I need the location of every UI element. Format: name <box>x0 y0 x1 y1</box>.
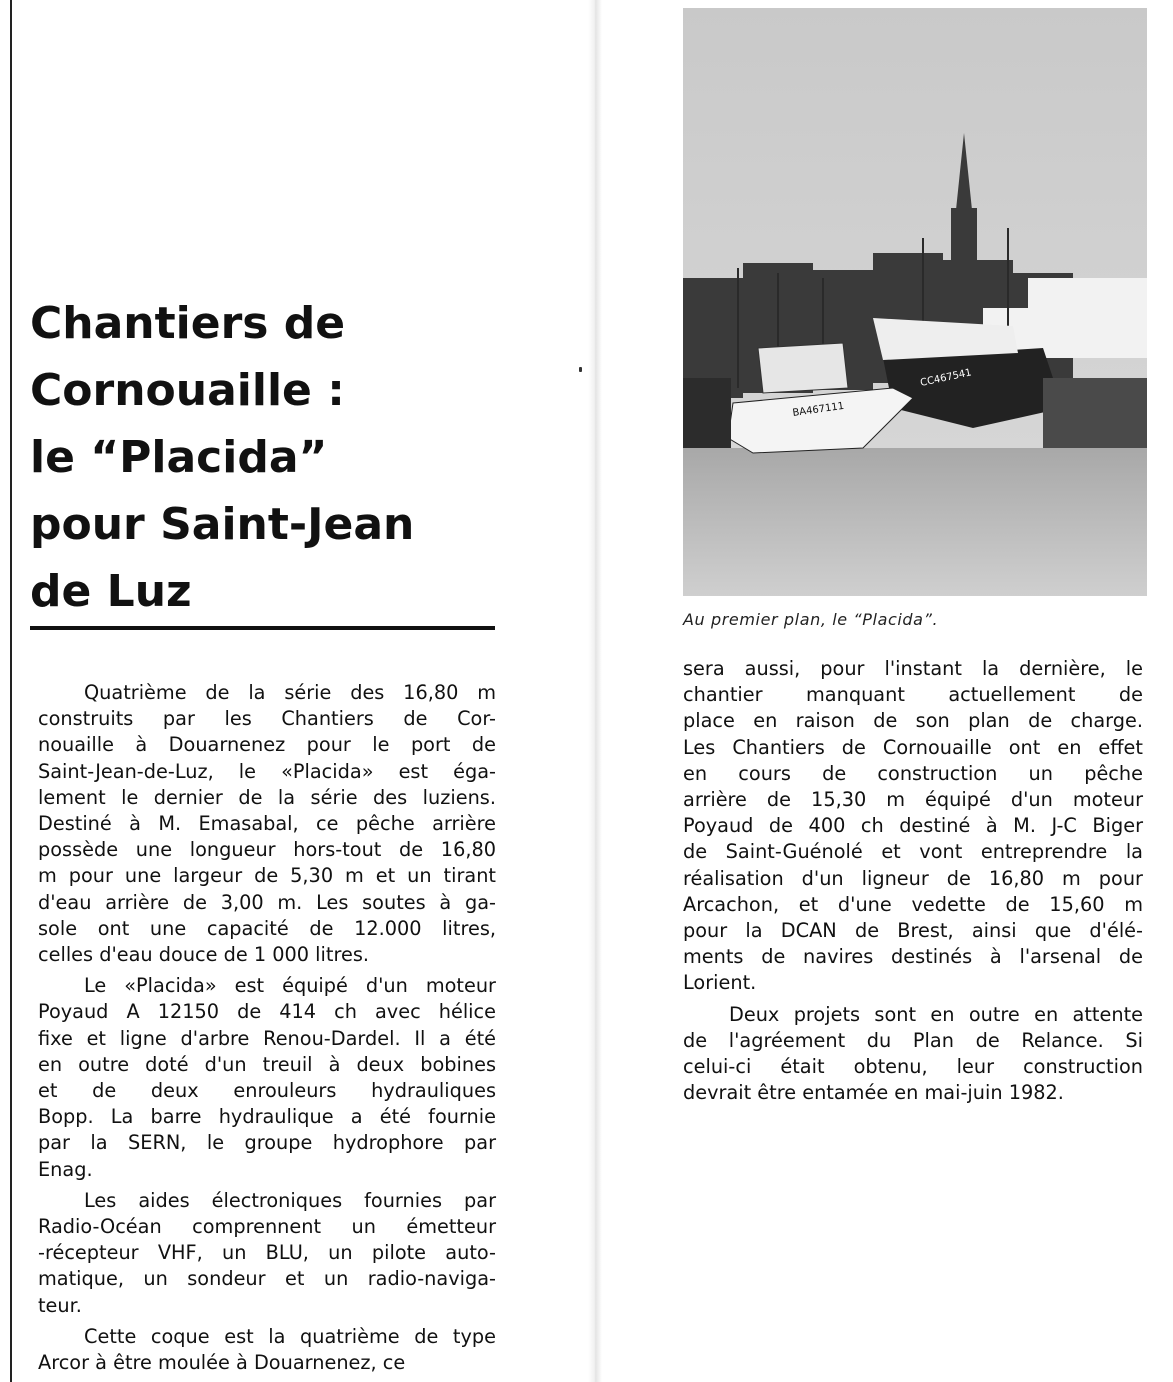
title-line: Chantiers de <box>30 298 346 349</box>
paragraph <box>38 1188 496 1319</box>
text-line: m pour une largeur de 5,30 m et un tirant <box>38 864 496 888</box>
text-line: Radio-Océan comprennent un émetteur <box>38 1215 496 1239</box>
text-line: arrière de 15,30 m équipé d'un moteur <box>683 788 1143 812</box>
text-line: possède une longueur hors-tout de 16,80 <box>38 838 496 862</box>
text-line: devrait être entamée en mai-juin 1982. <box>683 1081 1064 1105</box>
text-line: Deux projets sont en outre en attente <box>729 1002 1143 1026</box>
text-line: nouaille à Douarnenez pour le port de <box>38 733 496 757</box>
photo-caption: Au premier plan, le “Placida”. <box>683 610 939 629</box>
text-line: Quatrième de la série des 16,80 m <box>84 681 496 704</box>
paragraph <box>683 656 1143 997</box>
text-line: Lorient. <box>683 971 757 995</box>
text-line: lement le dernier de la série des luziens. <box>38 785 496 809</box>
text-line: Bopp. La barre hydraulique a été fournie <box>38 1105 496 1129</box>
text-line: matique, un sondeur et un radio-naviga- <box>38 1267 496 1291</box>
title-line: le “Placida” <box>30 432 328 483</box>
page-gutter <box>588 0 602 1382</box>
text-line: celui-ci était obtenu, leur construction <box>683 1055 1143 1079</box>
right-column <box>683 656 1143 1111</box>
paragraph <box>38 680 496 968</box>
text-line: Destiné à M. Emasabal, ce pêche arrière <box>38 812 496 836</box>
text-line: de l'agréement du Plan de Relance. Si <box>683 1028 1143 1052</box>
text-line: Les aides électroniques fournies par <box>84 1188 496 1212</box>
text-line: en cours de construction un pêche <box>683 761 1143 785</box>
text-line: Arcachon, et d'une vedette de 15,60 m <box>683 892 1143 916</box>
text-line: Arcor à être moulée à Douarnenez, ce <box>38 1351 406 1375</box>
text-line: Saint-Jean-de-Luz, le «Placida» est éga- <box>38 759 496 783</box>
hull-number-back: CC467541 <box>919 367 973 389</box>
text-line: par la SERN, le groupe hydrophore par <box>38 1131 496 1155</box>
harbour-photo <box>683 8 1147 596</box>
text-line: réalisation d'un ligneur de 16,80 m pour <box>683 866 1143 890</box>
text-line: Les Chantiers de Cornouaille ont en effet <box>683 735 1143 759</box>
text-line: celles d'eau douce de 1 000 litres. <box>38 943 370 967</box>
title-line: de Luz <box>30 566 192 617</box>
page-left-border <box>10 0 12 1382</box>
title-rule <box>30 626 495 630</box>
text-line: Le «Placida» est équipé d'un moteur <box>84 974 496 998</box>
scan-speck <box>579 367 582 372</box>
text-line: chantier manquant actuellement de <box>683 683 1143 707</box>
text-line: sera aussi, pour l'instant la dernière, le <box>683 657 1143 680</box>
article-title <box>30 290 530 625</box>
harbour-water <box>683 448 1147 596</box>
quay-right <box>1043 378 1147 448</box>
text-line: sole ont une capacité de 12.000 litres, <box>38 916 496 940</box>
title-line: pour Saint-Jean <box>30 499 415 550</box>
text-line: d'eau arrière de 3,00 m. Les soutes à ga- <box>38 890 496 914</box>
paragraph <box>38 973 496 1183</box>
text-line: de Saint-Guénolé et vont entreprendre la <box>683 840 1143 864</box>
text-line: place en raison de son plan de charge. <box>683 709 1143 733</box>
title-line: Cornouaille : <box>30 365 345 416</box>
text-line: Cette coque est la quatrième de type <box>84 1324 496 1348</box>
text-line: construits par les Chantiers de Cor- <box>38 707 496 731</box>
text-line: -récepteur VHF, un BLU, un pilote auto- <box>38 1241 496 1265</box>
left-column <box>38 680 496 1381</box>
text-line: ments de navires destinés à l'arsenal de <box>683 945 1143 969</box>
dark-boat-left <box>683 378 731 448</box>
text-line: Enag. <box>38 1157 93 1181</box>
text-line: pour la DCAN de Brest, ainsi que d'élé- <box>683 919 1143 943</box>
paragraph <box>683 1002 1143 1107</box>
hull-number-front: BA467111 <box>791 400 845 419</box>
text-line: fixe et ligne d'arbre Renou-Dardel. Il a été <box>38 1026 496 1050</box>
text-line: Poyaud de 400 ch destiné à M. J-C Biger <box>683 814 1143 838</box>
text-line: teur. <box>38 1293 82 1317</box>
text-line: en outre doté d'un treuil à deux bobines <box>38 1052 496 1076</box>
paragraph <box>38 1324 496 1376</box>
text-line: et de deux enrouleurs hydrauliques <box>38 1079 496 1103</box>
text-line: Poyaud A 12150 de 414 ch avec hélice <box>38 1000 496 1024</box>
